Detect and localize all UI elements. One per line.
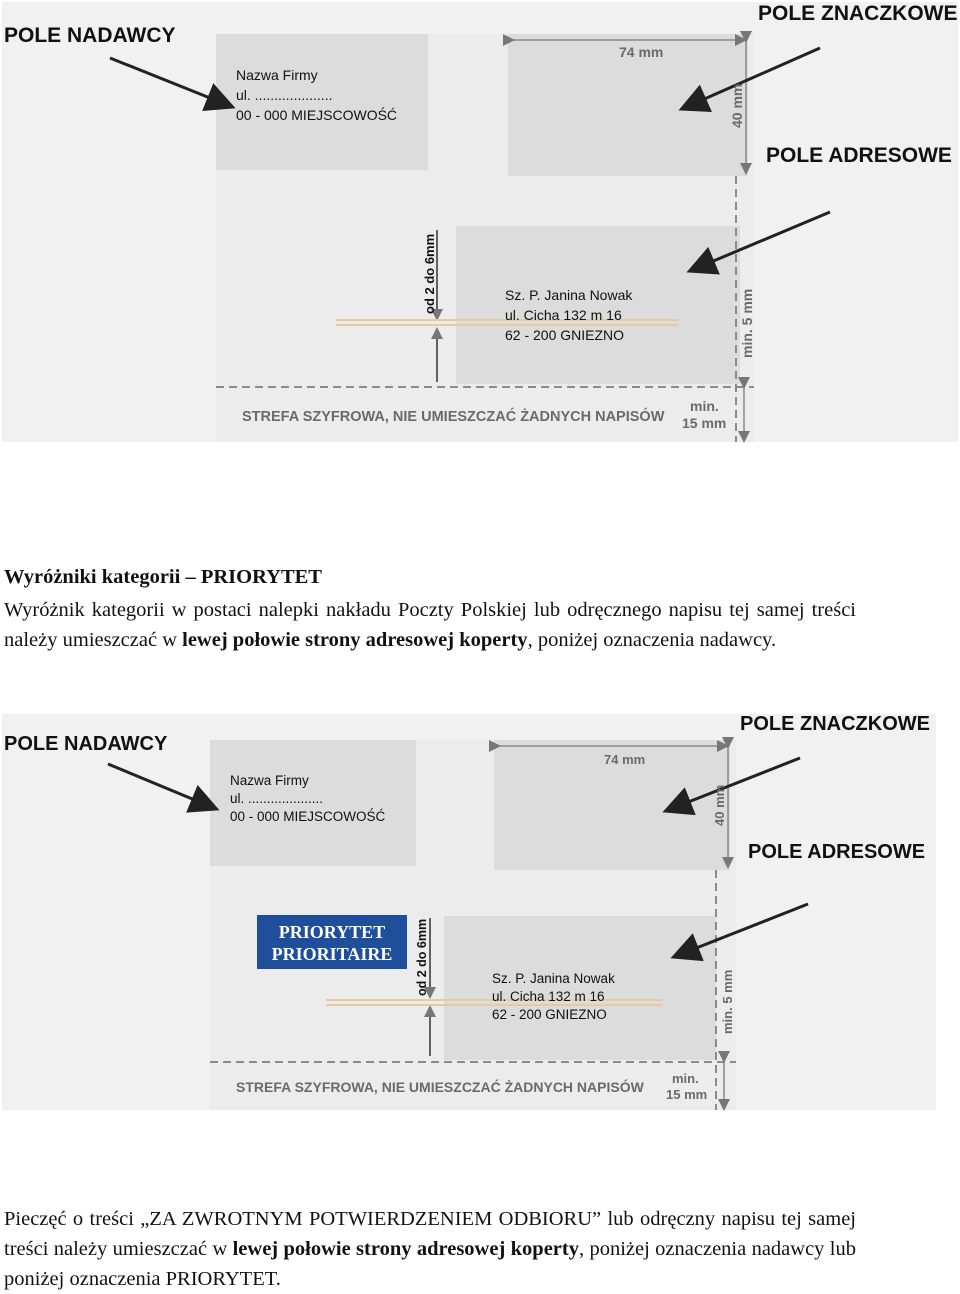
recipient-line-2: ul. Cicha 132 m 16 [492, 989, 605, 1004]
sender-line-2: ul. .................... [236, 87, 333, 103]
paragraph-text-a: Wyróżnik kategorii w postaci nalepki nakładu Poczty Polskiej lub odręcznego napisu tej samej treści należy umieszczać w [4, 599, 856, 651]
paragraph-text-bold: lewej połowie strony adresowej koperty [182, 629, 528, 651]
recipient-line-1: Sz. P. Janina Nowak [505, 287, 633, 303]
dim-min5-label: min. 5 mm [739, 288, 755, 358]
paragraph-text-b: , poniżej oznaczenia nadawcy. [527, 629, 777, 651]
recipient-line-3: 62 - 200 GNIEZNO [492, 1007, 607, 1022]
label-pole-adresowe: POLE ADRESOWE [748, 841, 926, 863]
code-zone-label: STREFA SZYFROWA, NIE UMIESZCZAĆ ŻADNYCH NAPISÓW [242, 409, 665, 425]
footer-text-bold: lewej połowie strony adresowej koperty [232, 1238, 579, 1260]
recipient-line-3: 62 - 200 GNIEZNO [505, 327, 625, 343]
dim-40-label: 40 mm [729, 83, 745, 128]
label-pole-nadawcy: POLE NADAWCY [4, 24, 176, 47]
recipient-line-1: Sz. P. Janina Nowak [492, 971, 615, 986]
dim-2to6-label: od 2 do 6mm [422, 233, 437, 314]
footer-text-b: , poniżej oznaczenia nadawcy lub poniżej oznaczenia PRIORYTET. [4, 1238, 856, 1290]
dim-min5-label: min. 5 mm [720, 969, 735, 1034]
address-field-box [456, 226, 740, 384]
dim-40-label: 40 mm [712, 784, 727, 826]
footer-text-a: Pieczęć o treści „ZA ZWROTNYM POTWIERDZENIEM ODBIORU” lub odręczny napisu tej samej treści należy umieszczać w [4, 1208, 856, 1260]
sender-line-2: ul. .................... [230, 791, 324, 806]
sender-line-3: 00 - 000 MIEJSCOWOŚĆ [230, 809, 386, 824]
priority-label-line-2: PRIORITAIRE [271, 944, 393, 964]
dim-min15-line1: min. [690, 398, 719, 414]
label-pole-znaczkowe: POLE ZNACZKOWE [758, 2, 958, 25]
dim-74-label: 74 mm [619, 44, 664, 60]
footer-paragraph [4, 1204, 856, 1294]
dim-2to6-label: od 2 do 6mm [415, 918, 429, 996]
envelope-diagram-1 [0, 0, 960, 450]
envelope-diagram-2 [0, 712, 960, 1112]
priority-label-line-1: PRIORYTET [278, 922, 386, 942]
section-heading: Wyróżniki kategorii – PRIORYTET [4, 566, 322, 588]
sender-line-1: Nazwa Firmy [236, 67, 318, 83]
label-pole-znaczkowe: POLE ZNACZKOWE [740, 713, 930, 735]
dim-74-label: 74 mm [604, 752, 646, 767]
section-paragraph [4, 595, 856, 655]
sender-line-3: 00 - 000 MIEJSCOWOŚĆ [236, 107, 398, 123]
address-field-box [444, 916, 716, 1060]
dim-min15-line2: 15 mm [666, 1087, 708, 1102]
recipient-line-2: ul. Cicha 132 m 16 [505, 307, 622, 323]
label-pole-nadawcy: POLE NADAWCY [4, 733, 168, 755]
code-zone-label: STREFA SZYFROWA, NIE UMIESZCZAĆ ŻADNYCH NAPISÓW [236, 1079, 644, 1095]
label-pole-adresowe: POLE ADRESOWE [766, 144, 952, 167]
sender-line-1: Nazwa Firmy [230, 773, 309, 788]
dim-min15-line2: 15 mm [682, 415, 727, 431]
dim-min15-line1: min. [672, 1071, 699, 1086]
